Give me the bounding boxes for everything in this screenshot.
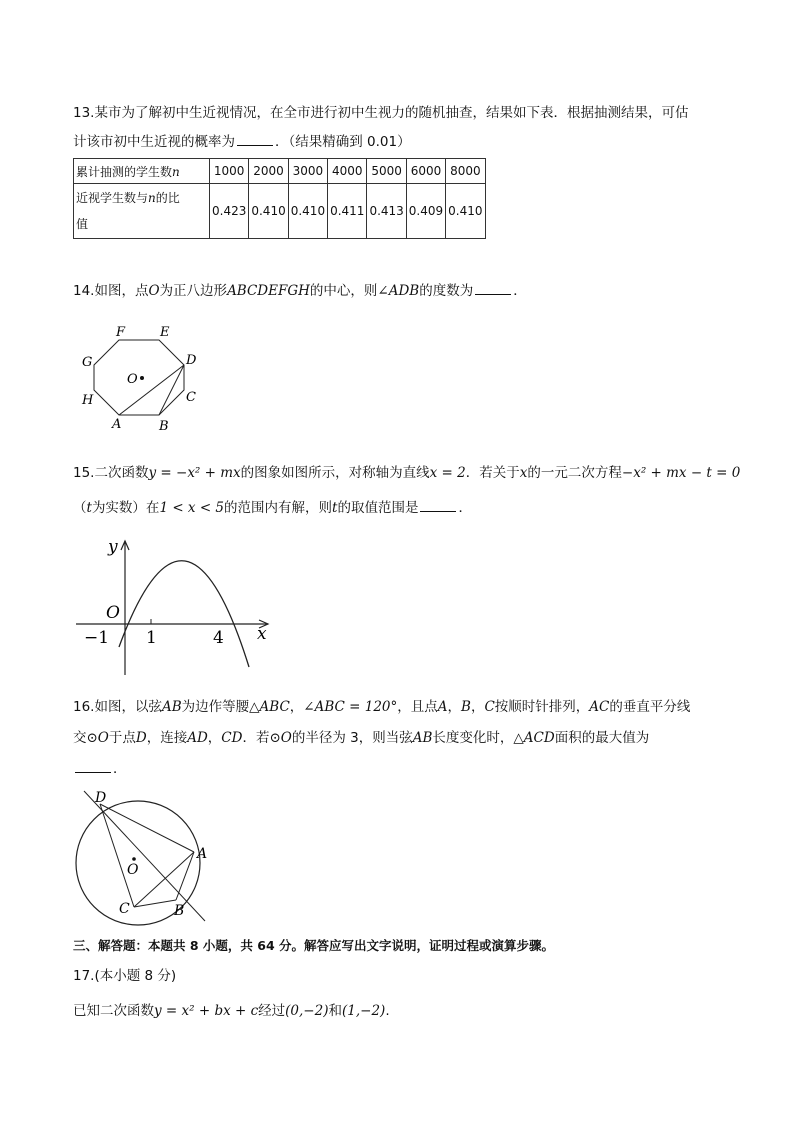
label-1: 1 (146, 628, 157, 648)
table-count-cell: 4000 (328, 159, 367, 184)
label-neg1: −1 (84, 628, 110, 648)
segment-DC (100, 804, 134, 907)
center-point (140, 376, 144, 380)
center-point (132, 857, 136, 861)
q16-line2: 交⊙O于点D，连接AD，CD．若⊙O的半径为 3，则当弦AB长度变化时，△ACD面积的最大值为 (73, 730, 650, 746)
section3-heading: 三、解答题：本题共 8 小题，共 64 分。解答应写出文字说明，证明过程或演算步骤。 (73, 938, 555, 953)
label-D: D (95, 790, 107, 806)
answer-blank (475, 282, 511, 295)
table-count-cell: 5000 (367, 159, 406, 184)
label-H: H (82, 393, 94, 408)
parabola-curve (119, 561, 249, 667)
label-O: O (127, 372, 138, 387)
segment-BD (159, 365, 184, 415)
label-B: B (159, 419, 169, 434)
parabola-figure (70, 535, 280, 680)
table-count-cell: 2000 (249, 159, 288, 184)
q16-line3: ． (73, 760, 127, 778)
q14-text: 14.如图，点O为正八边形ABCDEFGH的中心，则∠ADB的度数为 ． (73, 283, 527, 299)
label-A: A (112, 417, 122, 432)
q17-text: 已知二次函数y = x² + bx + c经过(0,−2)和(1,−2). (73, 1003, 390, 1019)
segment-AC (134, 852, 194, 907)
label-x: x (257, 624, 267, 644)
label-D: D (186, 353, 197, 368)
label-E: E (160, 325, 170, 340)
table-ratio-cell: 0.409 (406, 184, 445, 239)
label-y: y (108, 537, 118, 557)
q16-line1: 16.如图，以弦AB为边作等腰△ABC，∠ABC = 120°，且点A，B，C按顺时针排列，AC的垂直平分线 (73, 699, 691, 715)
q13-line2-post: ．（结果精确到 0.01） (275, 134, 411, 150)
table-count-cell: 8000 (446, 159, 485, 184)
table-row2-label: 近视学生数与n的比 值 (74, 184, 210, 239)
q17-title: 17.(本小题 8 分) (73, 968, 177, 984)
table-ratio-cell: 0.411 (328, 184, 367, 239)
label-origin: O (106, 603, 120, 623)
table-row1-label: 累计抽测的学生数n (74, 159, 210, 184)
q15-line1: 15.二次函数y = −x² + mx的图象如图所示，对称轴为直线x = 2．若关于x的一元二次方程−x² + mx − t = 0 (73, 465, 741, 481)
table-ratio-cell: 0.410 (446, 184, 485, 239)
answer-blank (420, 499, 456, 512)
table-ratio-cell: 0.423 (210, 184, 249, 239)
q13-table (73, 158, 486, 239)
label-4: 4 (213, 628, 224, 648)
table-ratio-cell: 0.410 (288, 184, 327, 239)
answer-blank (75, 760, 111, 773)
label-A: A (197, 846, 208, 862)
label-C: C (119, 901, 130, 917)
table-count-cell: 1000 (210, 159, 249, 184)
segment-DA (100, 804, 194, 852)
q15-line2: （t为实数）在1 < x < 5的范围内有解，则t的取值范围是 ． (73, 500, 472, 516)
table-count-cell: 6000 (406, 159, 445, 184)
q13-line1: 13.某市为了解初中生近视情况，在全市进行初中生视力的随机抽查，结果如下表．根据抽测结果，可估 (73, 105, 689, 121)
answer-blank (237, 133, 273, 146)
octagon-shape (94, 340, 184, 415)
table-row (74, 184, 486, 239)
table-ratio-cell: 0.413 (367, 184, 406, 239)
q13-line2 (73, 133, 411, 151)
table-row (74, 159, 486, 184)
label-G: G (82, 355, 93, 370)
octagon-figure (80, 320, 210, 435)
circle-figure (70, 785, 220, 930)
label-B: B (174, 903, 185, 919)
q13-line2-pre: 计该市初中生近视的概率为 (73, 134, 235, 150)
table-ratio-cell: 0.410 (249, 184, 288, 239)
label-O: O (127, 862, 139, 878)
label-F: F (116, 325, 126, 340)
table-count-cell: 3000 (288, 159, 327, 184)
label-C: C (186, 390, 196, 405)
segment-AB (176, 852, 194, 900)
